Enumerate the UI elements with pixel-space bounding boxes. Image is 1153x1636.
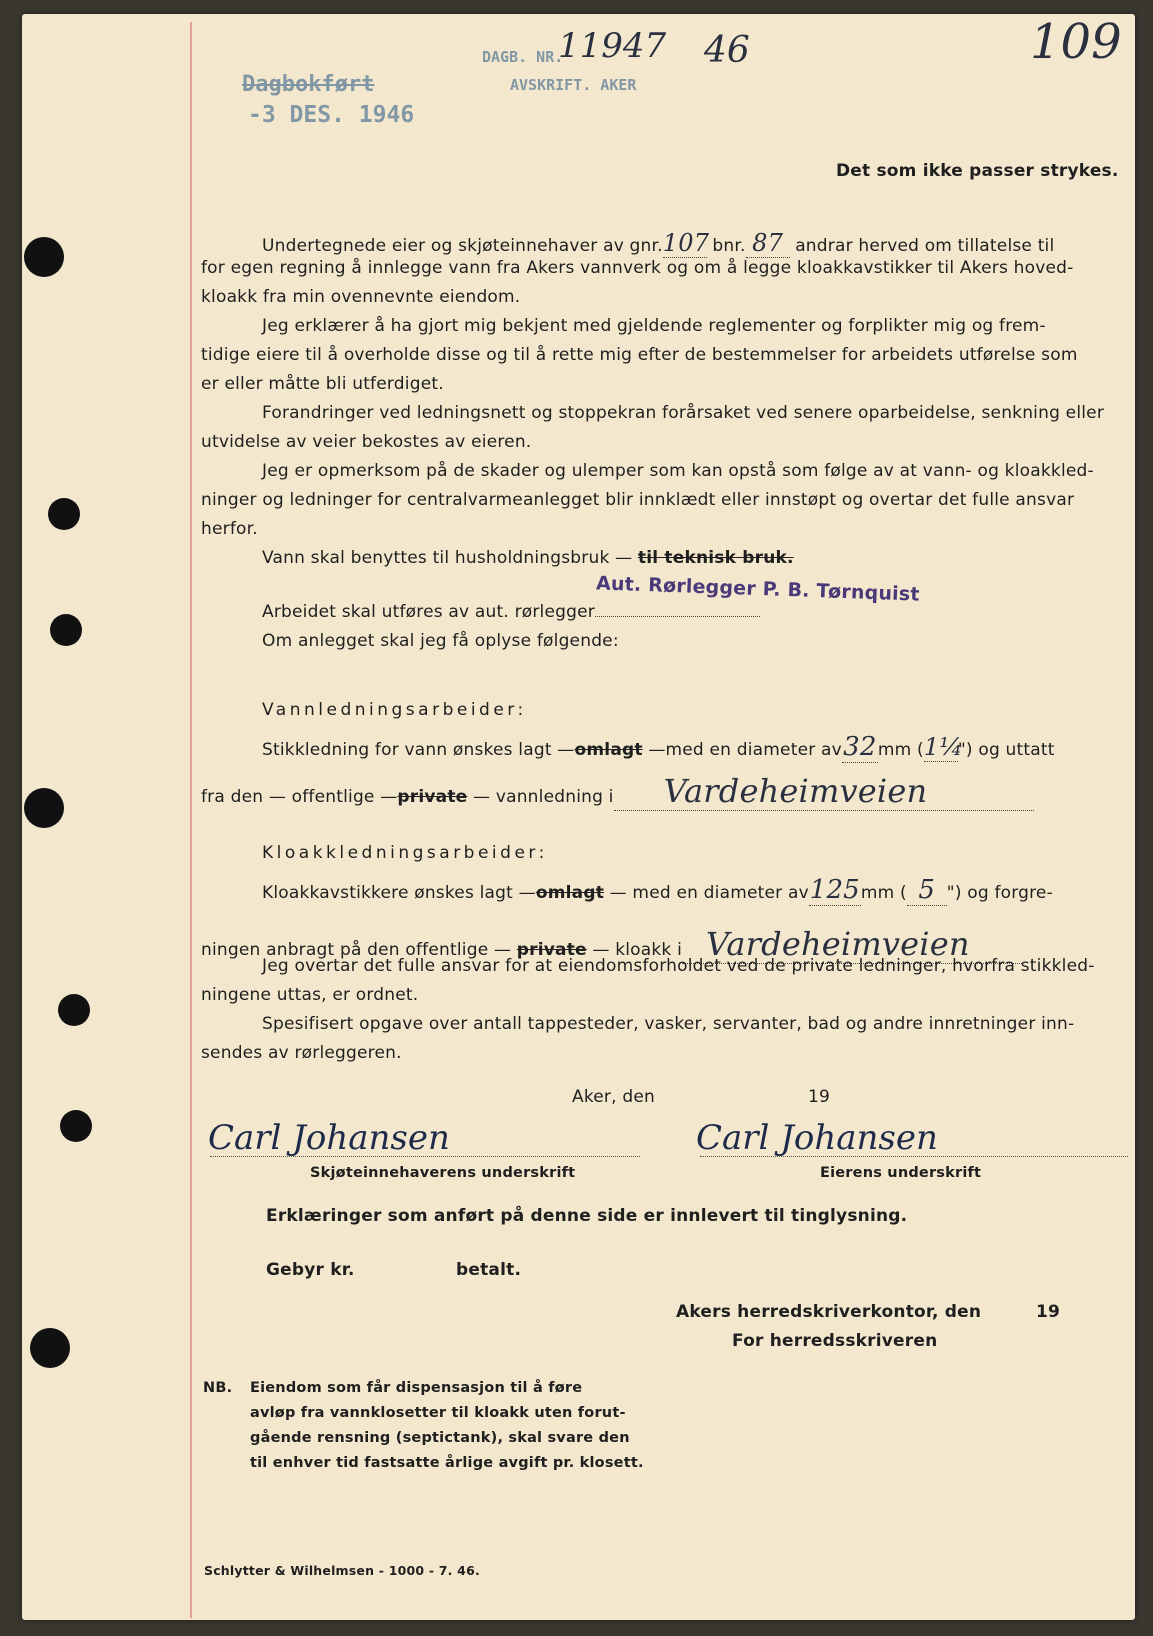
intro-text: Undertegnede eier og skjøteinnehaver av gnr. — [262, 236, 663, 256]
water-use-line — [262, 548, 794, 568]
sewer-heading: Kloakkledningsarbeider: — [262, 843, 548, 863]
gnr-value: 107 — [662, 229, 710, 257]
water-text: fra den — offentlige — — [201, 787, 398, 807]
para3-line: utvidelse av veier bekostes av eieren. — [201, 432, 532, 452]
water-heading: Vannledningsarbeider: — [262, 700, 527, 720]
journal-label: DAGB. NR. — [482, 48, 564, 66]
struck-text: private — [516, 940, 587, 960]
punch-hole — [60, 1110, 92, 1142]
office-year: 19 — [1036, 1302, 1061, 1322]
para2-line: Jeg erklærer å ha gjort mig bekjent med gjeldende reglementer og forplikter mig og frem- — [262, 316, 1046, 336]
para6-line: Spesifisert opgave over antall tappesteder, vasker, servanter, bad og andre innretninger inn- — [262, 1014, 1075, 1034]
info-line: Om anlegget skal jeg få oplyse følgende: — [262, 631, 619, 651]
intro-text: andrar herved om tillatelse til — [795, 236, 1055, 256]
sewer-line1 — [262, 875, 1053, 906]
para4-line: herfor. — [201, 519, 258, 539]
plumber-line — [262, 602, 760, 622]
para2-line: er eller måtte bli utferdiget. — [201, 374, 444, 394]
received-stamp: Dagbokført — [242, 72, 375, 97]
left-signature-label: Skjøteinnehaverens underskrift — [310, 1165, 576, 1181]
intro-line1 — [262, 229, 1054, 258]
punch-hole — [48, 498, 80, 530]
journal-number: 11947 — [558, 26, 667, 66]
declaration: Erklæringer som anført på denne side er innlevert til tinglysning. — [266, 1206, 908, 1226]
sewer-road: Vardeheimveien — [706, 925, 970, 963]
date-year: 19 — [808, 1087, 831, 1107]
nb-line: til enhver tid fastsatte årlige avgift pr. klosett. — [250, 1455, 644, 1471]
bnr-label: bnr. — [712, 236, 746, 256]
office-line2: For herredsskriveren — [732, 1331, 938, 1351]
water-line2 — [201, 772, 1034, 811]
intro-line3: kloakk fra min ovennevnte eiendom. — [201, 287, 521, 307]
printer-imprint: Schlytter & Wilhelmsen - 1000 - 7. 46. — [204, 1563, 480, 1578]
copy-stamp: AVSKRIFT. AKER — [510, 76, 637, 94]
punch-hole — [58, 994, 90, 1026]
nb-line: Eiendom som får dispensasjon til å føre — [250, 1380, 583, 1396]
nb-line: gående rensning (septictank), skal svare den — [250, 1430, 630, 1446]
water-text: —med en diameter av — [648, 740, 842, 760]
page-number: 109 — [1030, 14, 1122, 70]
water-text: ") og uttatt — [957, 740, 1055, 760]
fee-paid: betalt. — [456, 1260, 522, 1280]
struck-text: omlagt — [535, 883, 605, 903]
date-place: Aker, den — [572, 1087, 655, 1107]
fee-label: Gebyr kr. — [266, 1260, 355, 1280]
water-use-text: Vann skal benyttes til husholdningsbruk — — [262, 548, 633, 568]
signature-line — [210, 1156, 640, 1157]
office-line1: Akers herredskriverkontor, den — [676, 1302, 982, 1322]
sewer-text: ningen anbragt på den offentlige — — [201, 940, 512, 960]
para5-line: ningene uttas, er ordnet. — [201, 985, 419, 1005]
sewer-text: Kloakkavstikkere ønskes lagt — — [262, 883, 536, 903]
plumber-stamp: Aut. Rørlegger P. B. Tørnquist — [595, 572, 921, 606]
punch-hole — [24, 237, 64, 277]
struck-text: omlagt — [574, 740, 643, 760]
signature-line — [700, 1156, 1128, 1157]
water-diameter-inch: 1¼ — [923, 733, 963, 761]
nb-label: NB. — [203, 1380, 233, 1396]
water-text: Stikkledning for vann ønskes lagt — — [262, 740, 575, 760]
nb-line: avløp fra vannklosetter til kloakk uten forut- — [250, 1405, 626, 1421]
para3-line: Forandringer ved ledningsnett og stoppekran forårsaket ved senere oparbeidelse, senkning eller — [262, 403, 1105, 423]
para6-line: sendes av rørleggeren. — [201, 1043, 402, 1063]
journal-year: 46 — [704, 30, 750, 71]
sewer-text: mm ( — [860, 883, 907, 903]
margin-rule — [190, 22, 192, 1618]
sewer-text: ") og forgre- — [946, 883, 1053, 903]
right-signature-label: Eierens underskrift — [820, 1165, 982, 1181]
sewer-diameter-mm: 125 — [809, 875, 860, 905]
punch-hole — [50, 614, 82, 646]
water-text: mm ( — [877, 740, 924, 760]
water-diameter-mm: 32 — [843, 732, 877, 762]
punch-hole — [30, 1328, 70, 1368]
left-signature: Carl Johansen — [208, 1118, 450, 1158]
water-road: Vardeheimveien — [663, 772, 928, 810]
sewer-text: — kloakk i — [592, 940, 682, 960]
para5-line: Jeg overtar det fulle ansvar for at eiendomsforholdet ved de private ledninger, hvorfra stikkled- — [262, 956, 1095, 976]
sewer-text: — med en diameter av — [609, 883, 809, 903]
received-date-stamp: -3 DES. 1946 — [248, 102, 415, 128]
water-line1 — [262, 732, 1055, 763]
sewer-diameter-inch: 5 — [918, 875, 936, 905]
para4-line: Jeg er opmerksom på de skader og ulemper som kan opstå som følge av at vann- og kloakkled- — [262, 461, 1094, 481]
para4-line: ninger og ledninger for centralvarmeanlegget blir innklædt eller innstøpt og overtar det fulle ansvar — [201, 490, 1075, 510]
para2-line: tidige eiere til å overholde disse og til å rette mig efter de bestemmelser for arbeidets utførelse som — [201, 345, 1078, 365]
water-text: — vannledning i — [473, 787, 614, 807]
bnr-value: 87 — [752, 229, 784, 257]
struck-text: til teknisk bruk. — [637, 548, 794, 568]
header-note: Det som ikke passer strykes. — [836, 161, 1119, 181]
struck-text: private — [397, 787, 468, 807]
plumber-text: Arbeidet skal utføres av aut. rørlegger — [262, 602, 595, 622]
intro-line2: for egen regning å innlegge vann fra Akers vannverk og om å legge kloakkavstikker til Akers hoved- — [201, 258, 1074, 278]
punch-hole — [24, 788, 64, 828]
right-signature: Carl Johansen — [696, 1118, 938, 1158]
